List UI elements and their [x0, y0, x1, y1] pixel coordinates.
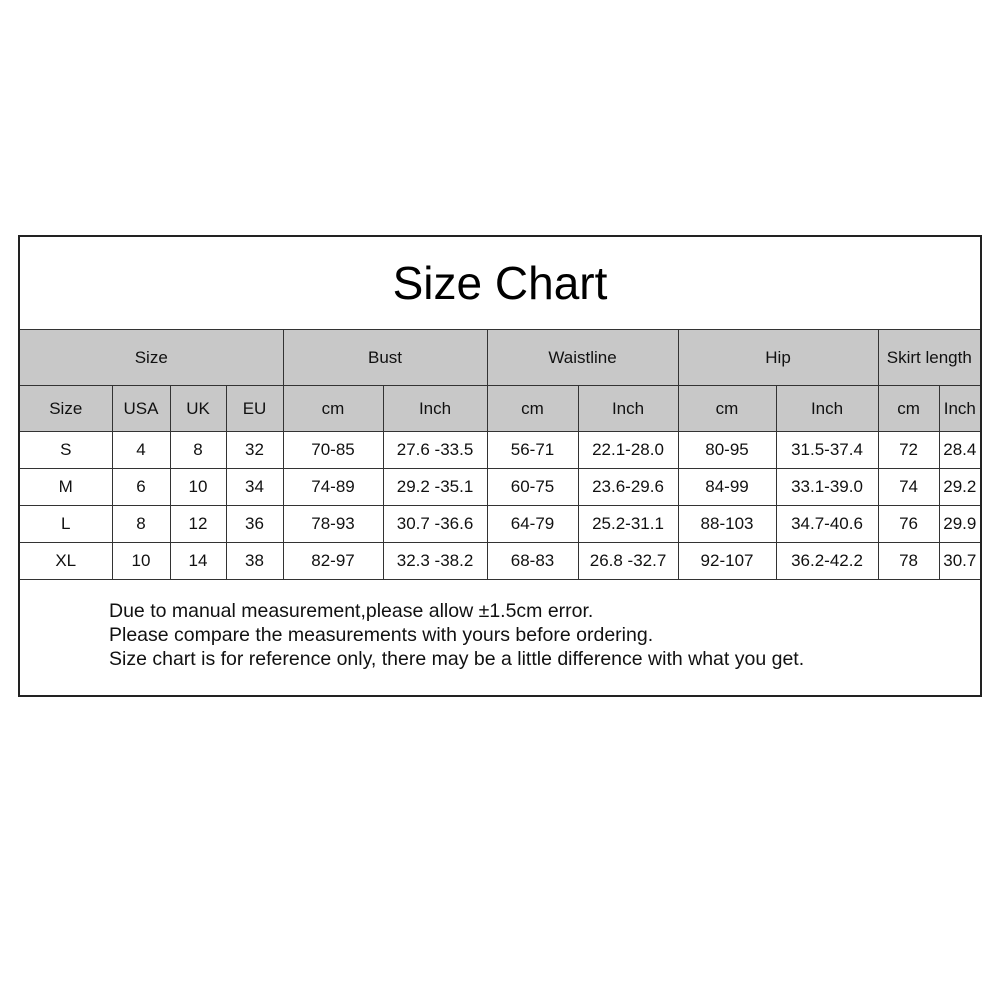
table-row	[20, 506, 980, 543]
group-header-waistline: Waistline	[487, 330, 678, 386]
table-cell: 14	[170, 543, 226, 580]
subheader-cell: EU	[226, 386, 283, 432]
table-cell: 29.2	[939, 469, 980, 506]
subheader-cell: Inch	[578, 386, 678, 432]
table-cell: 92-107	[678, 543, 776, 580]
table-cell: 26.8 -32.7	[578, 543, 678, 580]
table-cell: 31.5-37.4	[776, 432, 878, 469]
table-cell: 4	[112, 432, 170, 469]
table-cell: 82-97	[283, 543, 383, 580]
group-header-hip: Hip	[678, 330, 878, 386]
table-cell: 60-75	[487, 469, 578, 506]
table-cell: 84-99	[678, 469, 776, 506]
size-table	[20, 329, 980, 580]
table-cell: 36	[226, 506, 283, 543]
table-cell: 12	[170, 506, 226, 543]
table-cell: 8	[170, 432, 226, 469]
subheader-cell: cm	[283, 386, 383, 432]
table-cell: 56-71	[487, 432, 578, 469]
group-header-skirt-length: Skirt length	[878, 330, 980, 386]
table-cell: 32.3 -38.2	[383, 543, 487, 580]
subheader-cell: Inch	[776, 386, 878, 432]
table-cell: 88-103	[678, 506, 776, 543]
note-line: Due to manual measurement,please allow ±1.5cm error.	[109, 600, 594, 622]
table-cell: M	[20, 469, 112, 506]
group-header-row	[20, 330, 980, 386]
table-cell: 64-79	[487, 506, 578, 543]
table-cell: 29.2 -35.1	[383, 469, 487, 506]
table-cell: 27.6 -33.5	[383, 432, 487, 469]
table-cell: L	[20, 506, 112, 543]
table-cell: 74	[878, 469, 939, 506]
size-chart-frame	[18, 235, 982, 697]
table-row	[20, 543, 980, 580]
table-cell: 23.6-29.6	[578, 469, 678, 506]
table-cell: 29.9	[939, 506, 980, 543]
subheader-cell: cm	[878, 386, 939, 432]
table-cell: 38	[226, 543, 283, 580]
sub-header-row	[20, 386, 980, 432]
table-cell: 30.7 -36.6	[383, 506, 487, 543]
chart-title: Size Chart	[392, 257, 608, 309]
table-cell: 30.7	[939, 543, 980, 580]
table-cell: 34.7-40.6	[776, 506, 878, 543]
table-cell: S	[20, 432, 112, 469]
subheader-cell: cm	[487, 386, 578, 432]
table-cell: 78	[878, 543, 939, 580]
subheader-cell: UK	[170, 386, 226, 432]
subheader-cell: cm	[678, 386, 776, 432]
table-cell: 22.1-28.0	[578, 432, 678, 469]
note-line: Please compare the measurements with yours before ordering.	[109, 624, 654, 646]
table-cell: 68-83	[487, 543, 578, 580]
subheader-cell: Inch	[383, 386, 487, 432]
table-cell: 6	[112, 469, 170, 506]
table-cell: 10	[112, 543, 170, 580]
note-line: Size chart is for reference only, there may be a little difference with what you get.	[109, 648, 805, 670]
table-cell: 80-95	[678, 432, 776, 469]
table-row	[20, 432, 980, 469]
table-cell: 32	[226, 432, 283, 469]
table-cell: 33.1-39.0	[776, 469, 878, 506]
table-cell: 36.2-42.2	[776, 543, 878, 580]
measurement-notes	[109, 599, 804, 671]
table-cell: 10	[170, 469, 226, 506]
subheader-cell: USA	[112, 386, 170, 432]
table-cell: 74-89	[283, 469, 383, 506]
table-cell: 70-85	[283, 432, 383, 469]
subheader-cell: Size	[20, 386, 112, 432]
table-cell: 78-93	[283, 506, 383, 543]
table-cell: 76	[878, 506, 939, 543]
table-cell: XL	[20, 543, 112, 580]
subheader-cell: Inch	[939, 386, 980, 432]
table-cell: 34	[226, 469, 283, 506]
group-header-bust: Bust	[283, 330, 487, 386]
table-cell: 8	[112, 506, 170, 543]
table-cell: 72	[878, 432, 939, 469]
table-row	[20, 469, 980, 506]
table-cell: 28.4	[939, 432, 980, 469]
table-cell: 25.2-31.1	[578, 506, 678, 543]
group-header-size: Size	[20, 330, 283, 386]
